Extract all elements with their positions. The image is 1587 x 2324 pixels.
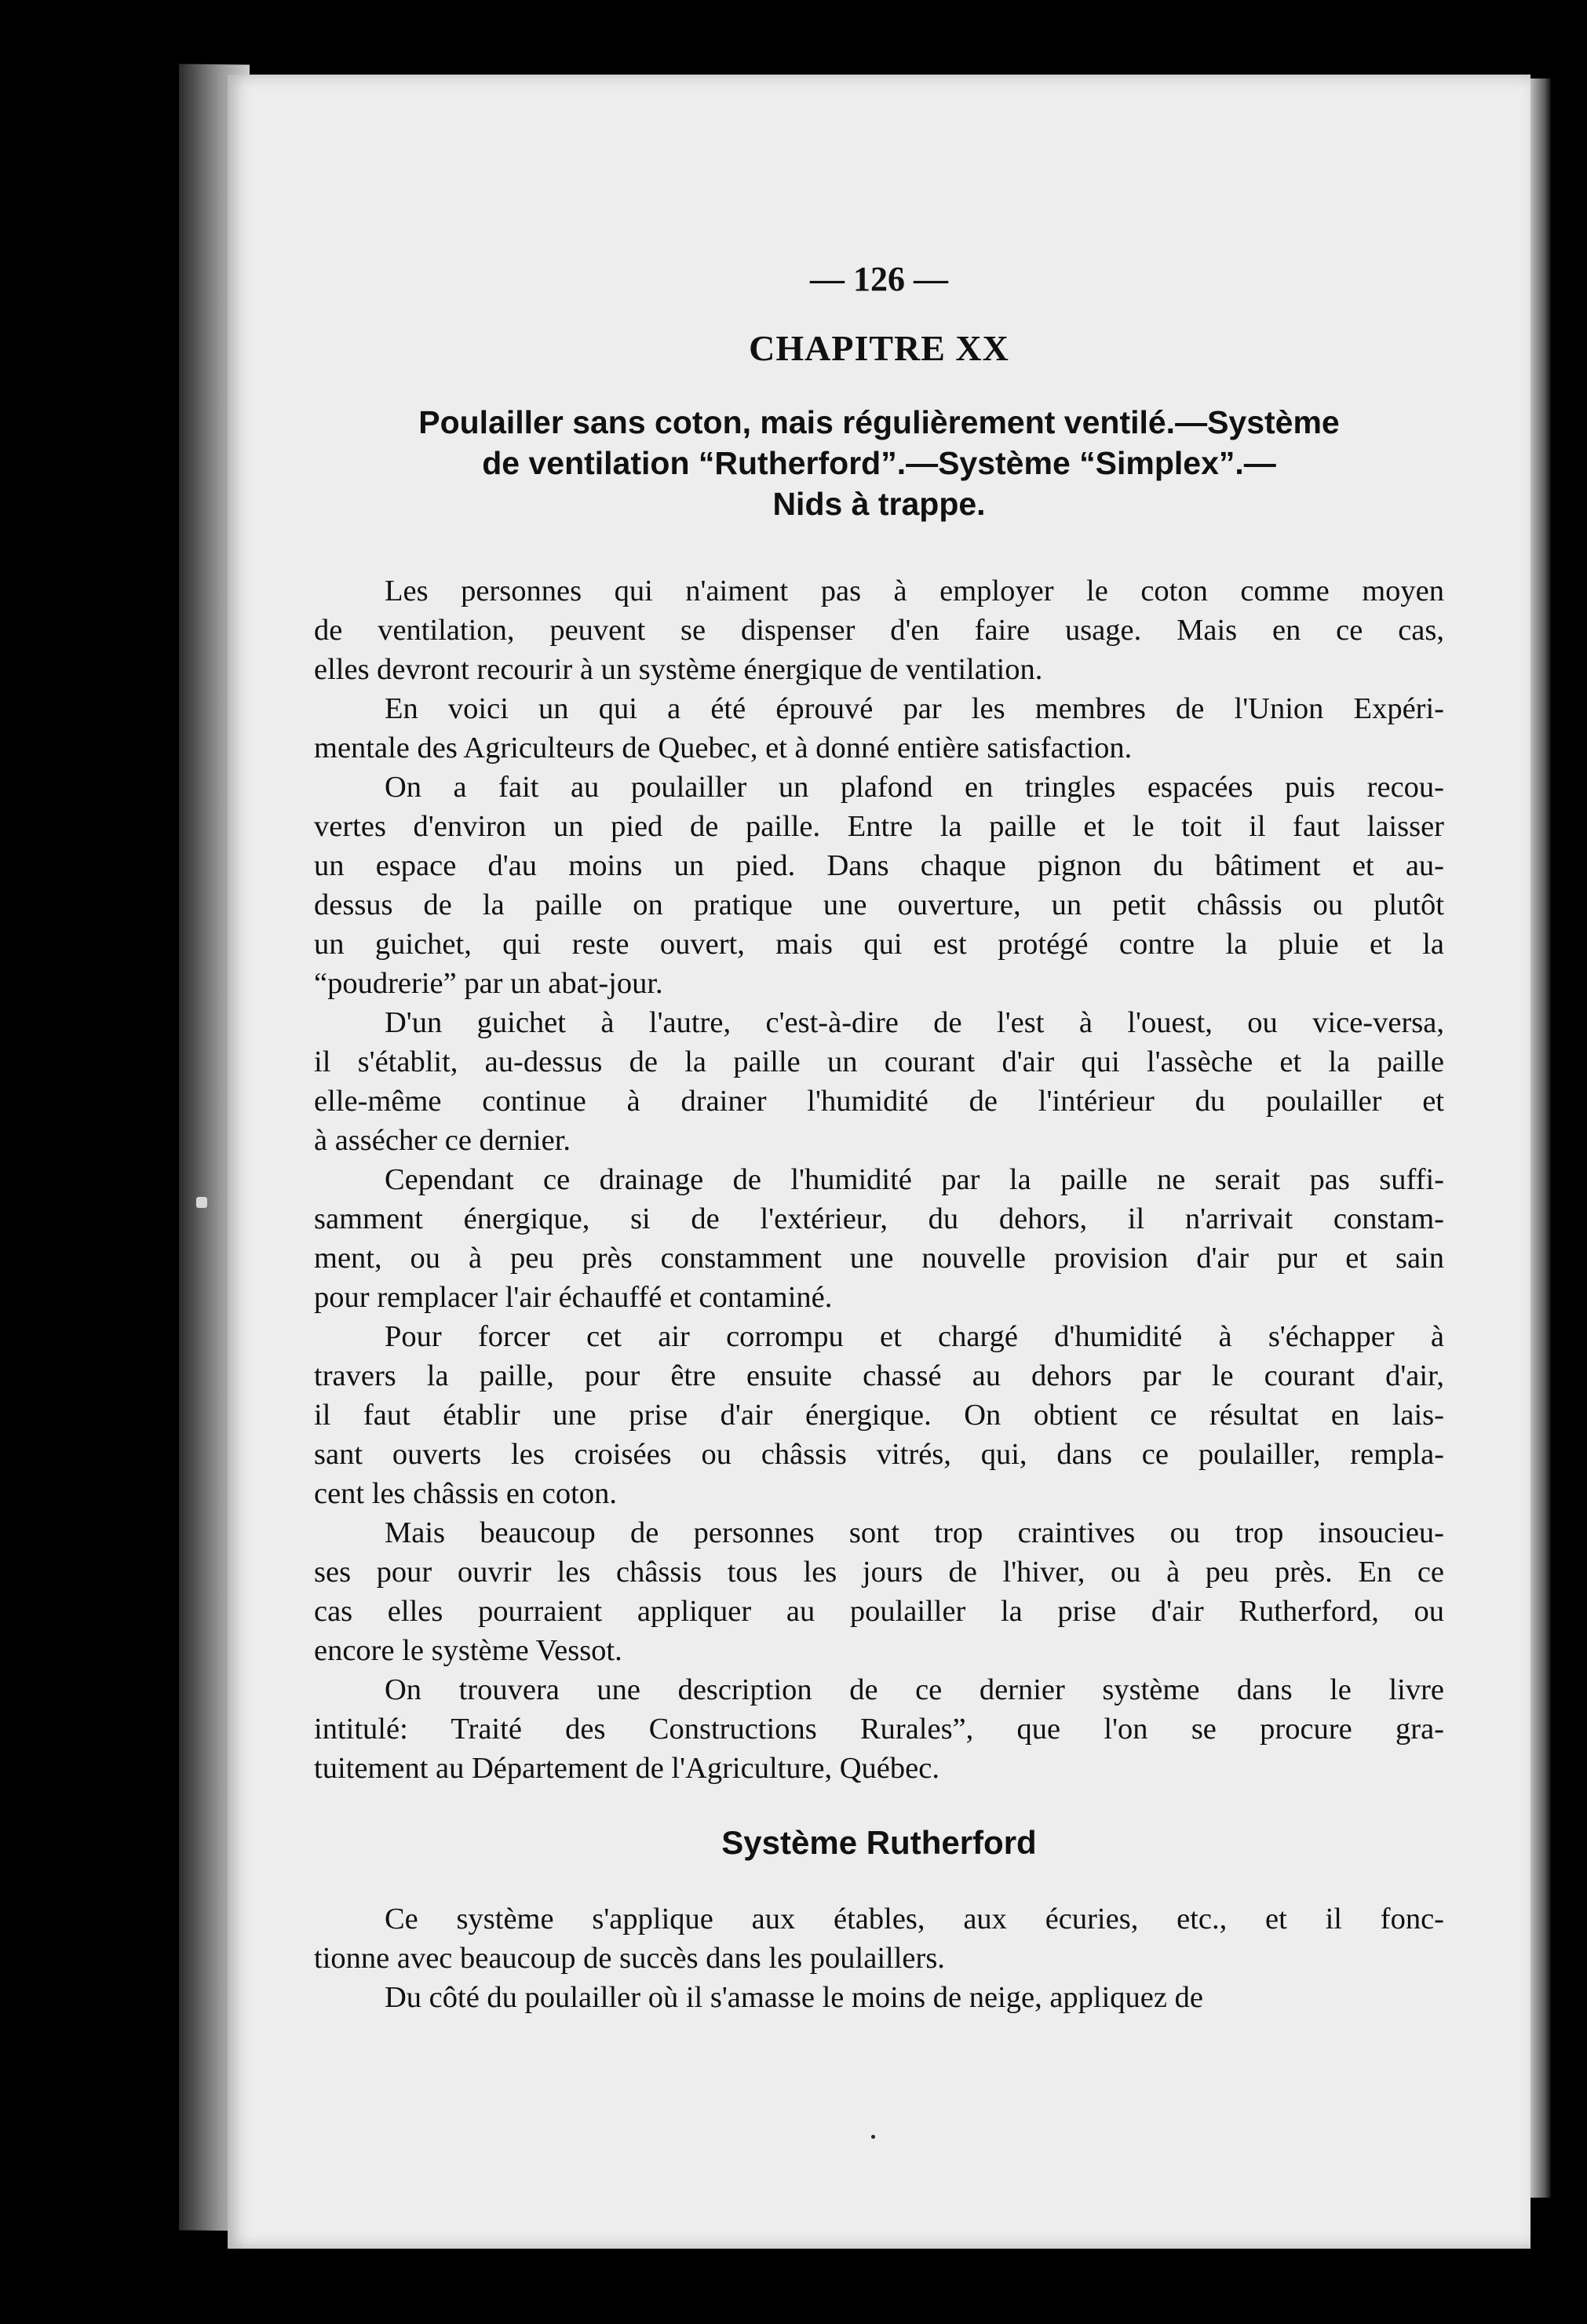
text-line: tionne avec beaucoup de succès dans les poulaillers. (314, 1942, 945, 1975)
text-line: Les personnes qui n'aiment pas à employer le coton comme moyen (385, 575, 1444, 607)
text-line: “poudrerie” par un abat-jour. (314, 967, 663, 1000)
page-content (314, 259, 1444, 2017)
text-line: de ventilation, peuvent se dispenser d'en faire usage. Mais en ce cas, (314, 614, 1444, 647)
text-line: elle-même continue à drainer l'humidité de l'intérieur du poulailler et (314, 1085, 1444, 1118)
text-line: dessus de la paille on pratique une ouverture, un petit châssis ou plutôt (314, 888, 1444, 921)
text-line: mentale des Agriculteurs de Quebec, et à donné entière satisfaction. (314, 731, 1133, 764)
text-line: D'un guichet à l'autre, c'est-à-dire de l'est à l'ouest, ou vice-versa, (385, 1006, 1444, 1039)
text-line: un guichet, qui reste ouvert, mais qui est protégé contre la pluie et la (314, 928, 1444, 961)
text-line: cent les châssis en coton. (314, 1477, 617, 1510)
paragraph (314, 1160, 1444, 1317)
text-line: samment énergique, si de l'extérieur, du dehors, il n'arrivait constam- (314, 1202, 1444, 1235)
paragraph (314, 768, 1444, 1003)
chapter-subtitle (314, 402, 1444, 524)
text-line: travers la paille, pour être ensuite chassé au dehors par le courant d'air, (314, 1359, 1444, 1392)
text-line: pour remplacer l'air échauffé et contaminé. (314, 1281, 833, 1314)
text-line: ses pour ouvrir les châssis tous les jours de l'hiver, ou à peu près. En ce (314, 1556, 1444, 1589)
text-line: encore le système Vessot. (314, 1634, 622, 1667)
text-line: ment, ou à peu près constamment une nouvelle provision d'air pur et sain (314, 1242, 1444, 1275)
text-line: à assécher ce dernier. (314, 1124, 571, 1157)
text-line: Ce système s'applique aux étables, aux écuries, etc., et il fonc- (385, 1903, 1444, 1935)
paragraph (314, 1978, 1444, 2017)
text-line: En voici un qui a été éprouvé par les membres de l'Union Expéri- (385, 692, 1444, 725)
paragraph (314, 1670, 1444, 1788)
paragraph (314, 1513, 1444, 1670)
text-line: Pour forcer cet air corrompu et chargé d'humidité à s'échapper à (385, 1320, 1444, 1353)
paragraph (314, 1899, 1444, 1978)
paragraph (314, 571, 1444, 689)
text-line: il s'établit, au-dessus de la paille un courant d'air qui l'assèche et la paille (314, 1045, 1444, 1078)
text-line: il faut établir une prise d'air énergique. On obtient ce résultat en lais- (314, 1399, 1444, 1432)
subtitle-line: de ventilation “Rutherford”.—Système “Simplex”.— (482, 445, 1276, 481)
text-line: elles devront recourir à un système énergique de ventilation. (314, 653, 1043, 686)
text-line: vertes d'environ un pied de paille. Entre la paille et le toit il faut laisser (314, 810, 1444, 843)
paragraph (314, 1317, 1444, 1513)
body-text (314, 571, 1444, 1788)
paragraph (314, 1003, 1444, 1160)
chapter-heading: CHAPITRE XX (749, 328, 1009, 368)
margin-mark (196, 1197, 207, 1208)
page-speck (871, 2135, 875, 2139)
text-line: On a fait au poulailler un plafond en tringles espacées puis recou- (385, 771, 1444, 804)
page-number: — 126 — (810, 260, 948, 298)
text-line: sant ouverts les croisées ou châssis vitrés, qui, dans ce poulailler, remplа- (314, 1438, 1444, 1471)
text-line: tuitement au Département de l'Agriculture, Québec. (314, 1752, 939, 1785)
text-line: Du côté du poulailler où il s'amasse le moins de neige, appliquez de (385, 1981, 1203, 2014)
paragraph (314, 689, 1444, 768)
text-line: un espace d'au moins un pied. Dans chaque pignon du bâtiment et au- (314, 849, 1444, 882)
text-line: Mais beaucoup de personnes sont trop craintives ou trop insoucieu- (385, 1516, 1444, 1549)
text-line: On trouvera une description de ce dernier système dans le livre (385, 1673, 1444, 1706)
text-line: cas elles pourraient appliquer au poulailler la prise d'air Rutherford, ou (314, 1595, 1444, 1628)
section-text (314, 1899, 1444, 2017)
text-line: intitulé: Traité des Constructions Rurales”, que l'on se procure gra- (314, 1713, 1444, 1746)
subtitle-line: Nids à trappe. (772, 486, 986, 522)
section-title: Système Rutherford (721, 1824, 1037, 1861)
book-right-edge (1530, 78, 1551, 2198)
subtitle-line: Poulailler sans coton, mais régulièrement ventilé.—Système (418, 404, 1340, 440)
text-line: Cependant ce drainage de l'humidité par la paille ne serait pas suffi- (385, 1163, 1444, 1196)
